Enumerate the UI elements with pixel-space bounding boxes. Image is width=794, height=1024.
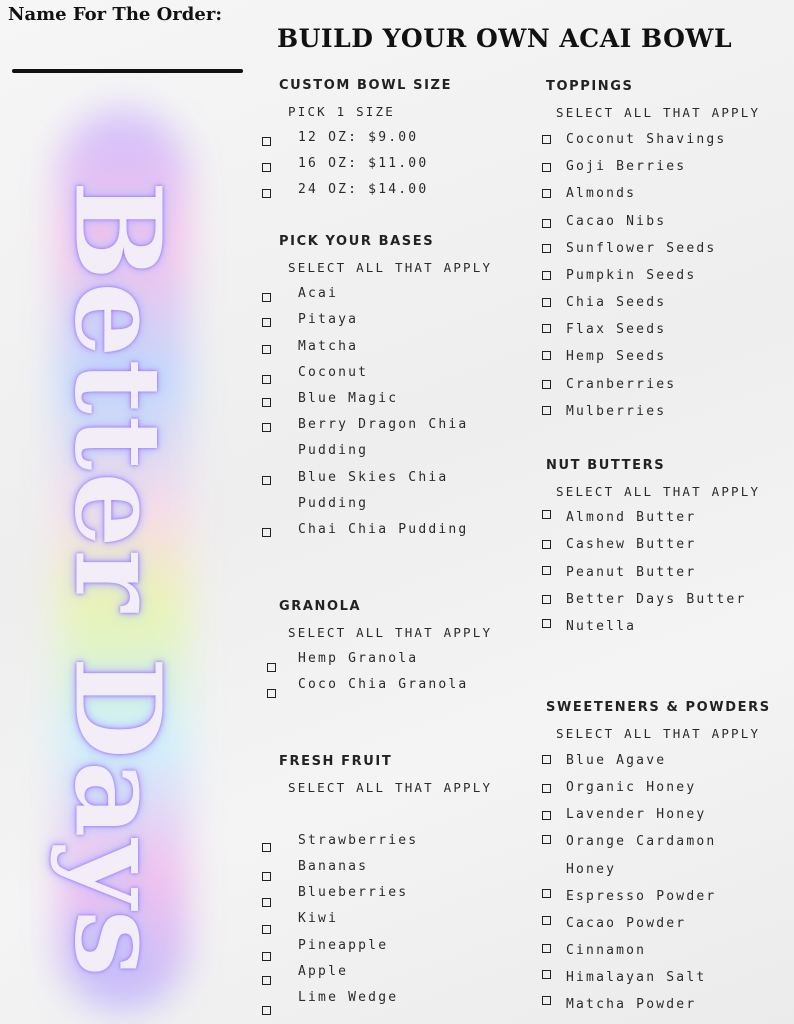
option-butter-almond: Almond Butter [566, 510, 697, 525]
checkbox-sweetener-cacao-powder[interactable] [542, 916, 551, 925]
brand-logo-text: Better Days [48, 180, 188, 979]
checkbox-base-blue-skies-chia[interactable] [262, 476, 271, 485]
option-sweetener-himalayan-salt: Himalayan Salt [566, 970, 707, 985]
option-base-berry-dragon-chia-cont: Pudding [298, 443, 369, 458]
checkbox-topping-goji-berries[interactable] [542, 163, 551, 172]
toppings-heading: TOPPINGS [546, 79, 634, 94]
checkbox-base-coconut[interactable] [262, 375, 271, 384]
granola-instruction: SELECT ALL THAT APPLY [288, 625, 493, 640]
checkbox-sweetener-orange-cardamon[interactable] [542, 835, 551, 844]
option-topping-hemp-seeds: Hemp Seeds [566, 349, 667, 364]
option-sweetener-espresso-powder: Espresso Powder [566, 889, 717, 904]
checkbox-fruit-apple[interactable] [262, 976, 271, 985]
checkbox-topping-cranberries[interactable] [542, 380, 551, 389]
checkbox-fruit-lime-wedge[interactable] [262, 1006, 271, 1015]
option-butter-better-days: Better Days Butter [566, 592, 747, 607]
option-base-matcha: Matcha [298, 339, 359, 354]
option-base-coconut: Coconut [298, 365, 369, 380]
checkbox-topping-hemp-seeds[interactable] [542, 351, 551, 360]
option-topping-sunflower-seeds: Sunflower Seeds [566, 241, 717, 256]
granola-heading: GRANOLA [279, 599, 362, 614]
option-sweetener-cacao-powder: Cacao Powder [566, 916, 687, 931]
nut-butters-instruction: SELECT ALL THAT APPLY [556, 484, 761, 499]
toppings-instruction: SELECT ALL THAT APPLY [556, 105, 761, 120]
checkbox-base-acai[interactable] [262, 293, 271, 302]
nut-butters-heading: NUT BUTTERS [546, 458, 666, 473]
option-sweetener-cinnamon: Cinnamon [566, 943, 647, 958]
option-topping-chia-seeds: Chia Seeds [566, 295, 667, 310]
checkbox-butter-cashew[interactable] [542, 540, 551, 549]
option-topping-cacao-nibs: Cacao Nibs [566, 214, 667, 229]
checkbox-base-berry-dragon-chia[interactable] [262, 423, 271, 432]
option-fruit-bananas: Bananas [298, 859, 369, 874]
sweeteners-heading: SWEETENERS & POWDERS [546, 700, 771, 715]
checkbox-topping-cacao-nibs[interactable] [542, 219, 551, 228]
page-title: BUILD YOUR OWN ACAI BOWL [277, 24, 733, 53]
option-sweetener-orange-cardamon-cont: Honey [566, 862, 617, 877]
checkbox-size-24oz[interactable] [262, 189, 271, 198]
checkbox-base-chai-chia[interactable] [262, 528, 271, 537]
option-sweetener-orange-cardamon: Orange Cardamon [566, 834, 717, 849]
checkbox-butter-better-days[interactable] [542, 595, 551, 604]
option-fruit-blueberries: Blueberries [298, 885, 409, 900]
option-topping-flax-seeds: Flax Seeds [566, 322, 667, 337]
option-topping-almonds: Almonds [566, 186, 637, 201]
checkbox-base-matcha[interactable] [262, 345, 271, 354]
checkbox-topping-sunflower-seeds[interactable] [542, 244, 551, 253]
option-fruit-lime-wedge: Lime Wedge [298, 990, 399, 1005]
option-base-berry-dragon-chia: Berry Dragon Chia [298, 417, 469, 432]
checkbox-size-16oz[interactable] [262, 163, 271, 172]
checkbox-fruit-pineapple[interactable] [262, 952, 271, 961]
checkbox-topping-chia-seeds[interactable] [542, 298, 551, 307]
option-fruit-strawberries: Strawberries [298, 833, 419, 848]
option-base-pitaya: Pitaya [298, 312, 359, 327]
fruit-instruction: SELECT ALL THAT APPLY [288, 780, 493, 795]
option-fruit-pineapple: Pineapple [298, 938, 389, 953]
checkbox-topping-pumpkin-seeds[interactable] [542, 271, 551, 280]
option-size-24oz: 24 OZ: $14.00 [298, 182, 429, 197]
option-base-blue-skies-chia-cont: Pudding [298, 496, 369, 511]
checkbox-topping-mulberries[interactable] [542, 406, 551, 415]
option-granola-coco-chia: Coco Chia Granola [298, 677, 469, 692]
option-size-16oz: 16 OZ: $11.00 [298, 156, 429, 171]
checkbox-granola-coco-chia[interactable] [267, 689, 276, 698]
option-topping-cranberries: Cranberries [566, 377, 677, 392]
bases-heading: PICK YOUR BASES [279, 234, 435, 249]
bases-instruction: SELECT ALL THAT APPLY [288, 260, 493, 275]
bowl-size-instruction: PICK 1 SIZE [288, 104, 395, 119]
brand-logo [0, 70, 250, 1024]
checkbox-size-12oz[interactable] [262, 137, 271, 146]
checkbox-fruit-kiwi[interactable] [262, 925, 271, 934]
option-topping-goji-berries: Goji Berries [566, 159, 687, 174]
checkbox-butter-almond[interactable] [542, 510, 551, 519]
option-sweetener-lavender-honey: Lavender Honey [566, 807, 707, 822]
option-sweetener-organic-honey: Organic Honey [566, 780, 697, 795]
checkbox-sweetener-espresso-powder[interactable] [542, 889, 551, 898]
option-base-acai: Acai [298, 286, 339, 301]
checkbox-fruit-strawberries[interactable] [262, 843, 271, 852]
checkbox-butter-nutella[interactable] [542, 619, 551, 628]
checkbox-sweetener-cinnamon[interactable] [542, 944, 551, 953]
option-butter-cashew: Cashew Butter [566, 537, 697, 552]
option-granola-hemp: Hemp Granola [298, 651, 419, 666]
option-sweetener-blue-agave: Blue Agave [566, 753, 667, 768]
checkbox-sweetener-lavender-honey[interactable] [542, 811, 551, 820]
name-for-order-label: Name For The Order: [8, 4, 222, 25]
option-size-12oz: 12 OZ: $9.00 [298, 130, 419, 145]
checkbox-fruit-blueberries[interactable] [262, 898, 271, 907]
option-fruit-apple: Apple [298, 964, 349, 979]
option-topping-mulberries: Mulberries [566, 404, 667, 419]
option-base-chai-chia: Chai Chia Pudding [298, 522, 469, 537]
bowl-size-heading: CUSTOM BOWL SIZE [279, 78, 453, 93]
checkbox-base-pitaya[interactable] [262, 318, 271, 327]
checkbox-topping-flax-seeds[interactable] [542, 324, 551, 333]
sweeteners-instruction: SELECT ALL THAT APPLY [556, 726, 761, 741]
checkbox-base-blue-magic[interactable] [262, 398, 271, 407]
checkbox-sweetener-matcha-powder[interactable] [542, 996, 551, 1005]
option-topping-pumpkin-seeds: Pumpkin Seeds [566, 268, 697, 283]
checkbox-topping-almonds[interactable] [542, 189, 551, 198]
option-butter-peanut: Peanut Butter [566, 565, 697, 580]
checkbox-sweetener-organic-honey[interactable] [542, 784, 551, 793]
checkbox-fruit-bananas[interactable] [262, 872, 271, 881]
fruit-heading: FRESH FRUIT [279, 754, 393, 769]
checkbox-sweetener-blue-agave[interactable] [542, 755, 551, 764]
checkbox-topping-coconut-shavings[interactable] [542, 135, 551, 144]
checkbox-sweetener-himalayan-salt[interactable] [542, 970, 551, 979]
option-base-blue-skies-chia: Blue Skies Chia [298, 470, 449, 485]
checkbox-butter-peanut[interactable] [542, 566, 551, 575]
option-base-blue-magic: Blue Magic [298, 391, 399, 406]
option-butter-nutella: Nutella [566, 619, 637, 634]
option-fruit-kiwi: Kiwi [298, 911, 339, 926]
option-topping-coconut-shavings: Coconut Shavings [566, 132, 727, 147]
option-sweetener-matcha-powder: Matcha Powder [566, 997, 697, 1012]
checkbox-granola-hemp[interactable] [267, 663, 276, 672]
